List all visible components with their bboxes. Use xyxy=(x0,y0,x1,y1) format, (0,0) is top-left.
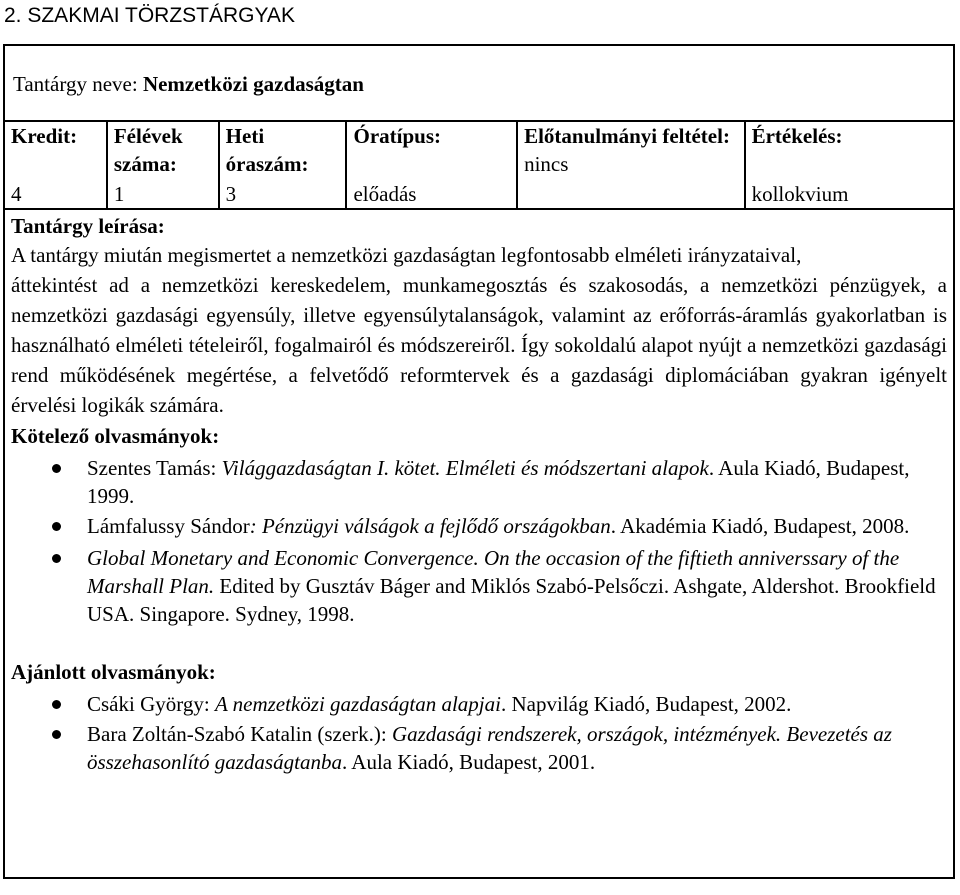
bullet-icon xyxy=(52,700,61,709)
semester-value: 1 xyxy=(113,182,125,206)
reference-title: Világgazdaságtan I. kötet. Elméleti és módszertani alapok xyxy=(221,456,709,480)
reference-details: Edited by Gusztáv Báger and Miklós Szabó-Pelsőczi. Ashgate, Aldershot. Brookfield USA. Singapore. Sydney, 1998. xyxy=(87,574,936,626)
description-paragraph-2: áttekintést ad a nemzetközi kereskedelem, munkamegosztás és szakosodás, a nemzetközi pénzügyek, a nemzetközi gazdasági egyensúly, illetve egyensúlytalanságok, valamint az erőforrás-áramlás gyakorlatban is használható elméleti tételeiről, fogalmairól és módszereiről. Így sokoldalú alapot nyújt a nemzetközi gazdasági rend működésének megértése, a felvetődő reformtervek és a gazdasági diplomáciában gyakran igényelt érvelési logikák számára. xyxy=(11,273,947,417)
content-cell xyxy=(4,209,954,878)
reference-details: . Napvilág Kiadó, Budapest, 2002. xyxy=(500,692,792,716)
reference-details: . Aula Kiadó, Budapest, 2001. xyxy=(341,750,596,774)
header-row xyxy=(4,121,954,209)
bullet-icon xyxy=(52,730,61,739)
recommended-readings-heading: Ajánlott olvasmányok: xyxy=(11,660,216,684)
credit-cell xyxy=(4,121,107,209)
required-readings-heading: Kötelező olvasmányok: xyxy=(11,424,220,448)
semester-cell xyxy=(107,121,219,209)
bullet-icon xyxy=(52,464,61,473)
list-item xyxy=(87,454,947,510)
section-heading: 2. SZAKMAI TÖRZSTÁRGYAK xyxy=(4,4,295,27)
course-name-value: Nemzetközi gazdaságtan xyxy=(142,72,364,96)
credit-value: 4 xyxy=(11,182,22,206)
evaluation-cell xyxy=(745,121,954,209)
evaluation-value: kollokvium xyxy=(751,182,849,206)
list-item xyxy=(87,690,947,718)
bullet-icon xyxy=(52,522,61,531)
reference-author: Csáki György: xyxy=(87,692,215,716)
reference-title: Gazdasági rendszerek, országok, intézmények. Bevezetés az összehasonlító gazdaságtanba xyxy=(87,722,892,774)
class-type-cell xyxy=(346,121,517,209)
reference-title: : Pénzügyi válságok a fejlődő országokban xyxy=(249,514,611,538)
reference-author: Bara Zoltán-Szabó Katalin (szerk.): xyxy=(87,722,392,746)
reference-author: Lámfalussy Sándor xyxy=(87,514,250,538)
required-readings-list xyxy=(11,454,947,628)
reference-title: A nemzetközi gazdaságtan alapjai xyxy=(214,692,501,716)
class-type-label: Óratípus: xyxy=(353,124,441,148)
list-item xyxy=(87,720,947,776)
evaluation-label: Értékelés: xyxy=(751,124,843,148)
list-item xyxy=(87,544,947,628)
prerequisite-value: nincs xyxy=(524,152,569,176)
prerequisite-cell xyxy=(517,121,745,209)
credit-label: Kredit: xyxy=(11,124,78,148)
reference-author: Szentes Tamás: xyxy=(87,456,222,480)
description-paragraph-1: A tantárgy miután megismertet a nemzetközi gazdaságtan legfontosabb elméleti irányzataival, xyxy=(11,243,802,267)
semester-label: Félévek száma: xyxy=(113,124,183,176)
course-details-table xyxy=(3,120,955,879)
course-name-cell xyxy=(4,45,954,121)
class-type-value: előadás xyxy=(353,182,417,206)
content-row xyxy=(4,209,954,878)
prerequisite-label: Előtanulmányi feltétel: xyxy=(524,124,730,148)
description-heading: Tantárgy leírása: xyxy=(11,214,165,238)
hours-value: 3 xyxy=(225,182,237,206)
course-name-label: Tantárgy neve: xyxy=(13,72,138,96)
reference-title: Global Monetary and Economic Convergence. On the occasion of the fiftieth anniverssary of the Marshall Plan. xyxy=(87,546,900,598)
reference-details: . Aula Kiadó, Budapest, 1999. xyxy=(87,456,910,508)
reference-details: . Akadémia Kiadó, Budapest, 2008. xyxy=(610,514,910,538)
recommended-readings-list xyxy=(11,690,947,776)
hours-label: Heti óraszám: xyxy=(225,124,309,176)
course-name-box xyxy=(3,44,955,122)
hours-cell xyxy=(219,121,347,209)
list-item xyxy=(87,512,947,540)
bullet-icon xyxy=(52,554,61,563)
